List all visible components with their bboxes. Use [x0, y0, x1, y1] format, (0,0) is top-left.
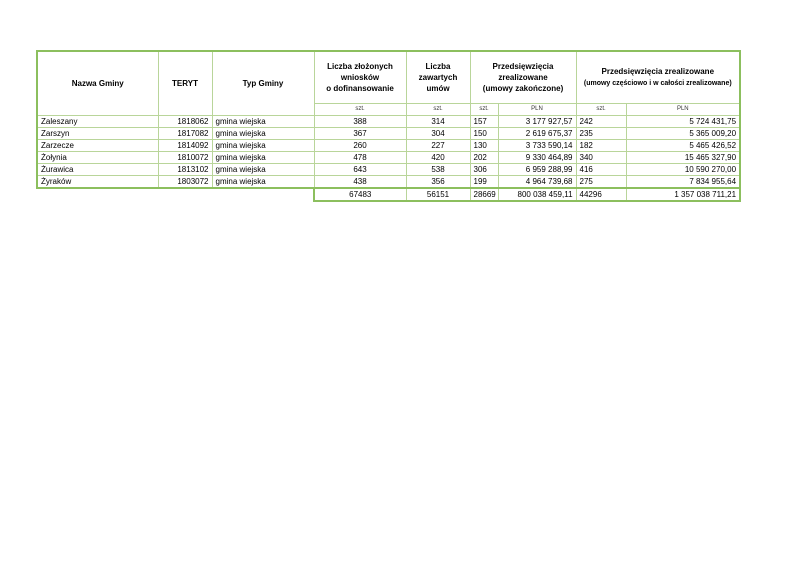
unit-zre-pln: PLN [626, 103, 740, 115]
cell-zak-pln: 3 177 927,57 [498, 115, 576, 127]
table-row [37, 127, 740, 139]
cell-zre-pln: 10 590 270,00 [626, 163, 740, 175]
col-header-wnioski-line2: wniosków [340, 72, 380, 82]
col-header-zrealizowane-title: Przedsięwzięcia zrealizowane [601, 66, 715, 76]
cell-zak-szt: 150 [470, 127, 498, 139]
table-row [37, 163, 740, 175]
cell-zak-pln: 9 330 464,89 [498, 151, 576, 163]
cell-typ: gmina wiejska [212, 175, 314, 188]
cell-zak-pln: 2 619 675,37 [498, 127, 576, 139]
cell-zre-szt: 340 [576, 151, 626, 163]
cell-zak-szt: 157 [470, 115, 498, 127]
cell-teryt: 1818062 [158, 115, 212, 127]
cell-umowy: 304 [406, 127, 470, 139]
col-header-umowy [406, 51, 470, 103]
cell-nazwa: Żołynia [37, 151, 158, 163]
cell-typ: gmina wiejska [212, 127, 314, 139]
cell-umowy: 227 [406, 139, 470, 151]
col-header-umowy-line2: zawartych [418, 72, 458, 82]
totals-row [37, 188, 740, 201]
cell-zre-pln: 5 465 426,52 [626, 139, 740, 151]
unit-zre-szt: szt. [576, 103, 626, 115]
total-zre-szt: 44296 [576, 188, 626, 201]
cell-zre-szt: 235 [576, 127, 626, 139]
cell-nazwa: Żurawica [37, 163, 158, 175]
col-header-zakonczone-line1: Przedsięwzięcia [492, 61, 554, 71]
cell-zre-szt: 242 [576, 115, 626, 127]
cell-teryt: 1814092 [158, 139, 212, 151]
cell-umowy: 356 [406, 175, 470, 188]
cell-wnioski: 260 [314, 139, 406, 151]
cell-teryt: 1817082 [158, 127, 212, 139]
cell-typ: gmina wiejska [212, 139, 314, 151]
col-header-typ: Typ Gminy [212, 51, 314, 115]
total-umowy: 56151 [406, 188, 470, 201]
total-wnioski: 67483 [314, 188, 406, 201]
cell-typ: gmina wiejska [212, 151, 314, 163]
total-zak-pln: 800 038 459,11 [498, 188, 576, 201]
header-row [37, 51, 740, 103]
cell-nazwa: Zarzecze [37, 139, 158, 151]
col-header-teryt: TERYT [158, 51, 212, 115]
cell-zre-pln: 5 365 009,20 [626, 127, 740, 139]
unit-zak-pln: PLN [498, 103, 576, 115]
col-header-wnioski [314, 51, 406, 103]
cell-zak-pln: 6 959 288,99 [498, 163, 576, 175]
cell-wnioski: 388 [314, 115, 406, 127]
table-row [37, 151, 740, 163]
cell-umowy: 314 [406, 115, 470, 127]
cell-zre-pln: 5 724 431,75 [626, 115, 740, 127]
table-row [37, 175, 740, 188]
cell-zre-pln: 7 834 955,64 [626, 175, 740, 188]
table-row [37, 115, 740, 127]
cell-zre-szt: 182 [576, 139, 626, 151]
cell-wnioski: 367 [314, 127, 406, 139]
cell-teryt: 1813102 [158, 163, 212, 175]
col-header-zrealizowane [576, 51, 740, 103]
unit-zak-szt: szt. [470, 103, 498, 115]
grants-table [36, 50, 741, 202]
col-header-wnioski-line1: Liczba złożonych [327, 61, 393, 71]
col-header-umowy-line1: Liczba [425, 61, 451, 71]
cell-typ: gmina wiejska [212, 115, 314, 127]
col-header-zakonczone-line3: (umowy zakończone) [482, 83, 564, 93]
cell-wnioski: 643 [314, 163, 406, 175]
cell-nazwa: Zarszyn [37, 127, 158, 139]
cell-zre-szt: 275 [576, 175, 626, 188]
cell-zre-pln: 15 465 327,90 [626, 151, 740, 163]
col-header-zrealizowane-sub: (umowy częściowo i w całości zrealizowane) [583, 79, 732, 87]
cell-wnioski: 478 [314, 151, 406, 163]
col-header-zakonczone [470, 51, 576, 103]
unit-wnioski: szt. [314, 103, 406, 115]
cell-zak-pln: 3 733 590,14 [498, 139, 576, 151]
cell-nazwa: Żyraków [37, 175, 158, 188]
cell-umowy: 420 [406, 151, 470, 163]
col-header-wnioski-line3: o dofinansowanie [326, 83, 394, 93]
unit-umowy: szt. [406, 103, 470, 115]
col-header-zakonczone-line2: zrealizowane [498, 72, 548, 82]
col-header-umowy-line3: umów [426, 83, 450, 93]
cell-zak-szt: 202 [470, 151, 498, 163]
total-zre-pln: 1 357 038 711,21 [626, 188, 740, 201]
cell-zak-szt: 130 [470, 139, 498, 151]
cell-zre-szt: 416 [576, 163, 626, 175]
cell-nazwa: Zaleszany [37, 115, 158, 127]
cell-typ: gmina wiejska [212, 163, 314, 175]
table-row [37, 139, 740, 151]
total-zak-szt: 28669 [470, 188, 498, 201]
col-header-nazwa: Nazwa Gminy [37, 51, 158, 115]
totals-spacer [37, 188, 314, 201]
cell-wnioski: 438 [314, 175, 406, 188]
cell-teryt: 1810072 [158, 151, 212, 163]
cell-zak-szt: 306 [470, 163, 498, 175]
cell-umowy: 538 [406, 163, 470, 175]
cell-zak-szt: 199 [470, 175, 498, 188]
cell-zak-pln: 4 964 739,68 [498, 175, 576, 188]
cell-teryt: 1803072 [158, 175, 212, 188]
